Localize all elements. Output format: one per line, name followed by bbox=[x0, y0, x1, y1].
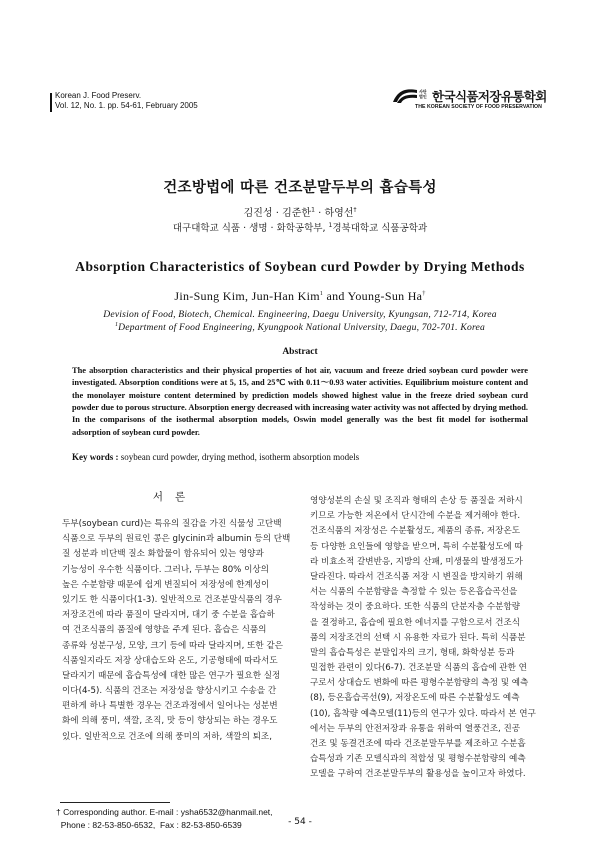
journal-volume: Vol. 12, No. 1. pp. 54-61, February 2005 bbox=[55, 101, 198, 110]
keywords bbox=[72, 452, 532, 462]
body-line: 여 건조식품의 품질에 영향을 주게 된다. 흡습은 식품의 bbox=[62, 625, 267, 636]
page-number: - 54 - bbox=[288, 817, 312, 827]
body-line: 질 성분과 비단백 질소 화합물이 함유되어 있는 영양과 bbox=[62, 549, 264, 560]
affiliation-en-1: Devision of Food, Biotech, Chemical. Engineering, Daegu University, Kyungsan, 712-714, Korea bbox=[103, 309, 497, 320]
body-line: 식품으로 두부의 원료인 콩은 glycinin과 albumin 등의 단백 bbox=[62, 534, 291, 545]
body-line: 이다(4-5). 식품의 건조는 저장성을 향상시키고 수송을 간 bbox=[62, 686, 277, 697]
society-logo-block bbox=[392, 88, 552, 112]
abstract-text: The absorption characteristics and their physical properties of hot air, vacuum and freeze dried soybean curd powder were investigated. Absorption conditions were at 5, 15, and 25℃ with 0.11～0.93 water activities. Equilibrium moisture content and the monolayer moisture content determined by prediction models showed highest value in the freeze dried soybean curd powder due to porous structure. Absorption energy decreased with increasing water activity was not affected by drying method. In the comparisons of the isothermal absorption models, Oswin model generally was the best fit model for isothermal adsorption of soybean curd powder. bbox=[72, 366, 528, 437]
author-en-3: and Young-Sun Ha bbox=[323, 289, 423, 303]
affiliation-mark: 1 bbox=[328, 221, 333, 229]
footnote-line-2: Phone : 82-53-850-6532, Fax : 82-53-850-6539 bbox=[56, 820, 242, 830]
body-line: 품의 저장조건의 선택 시 유용한 자료가 된다. 특히 식품분 bbox=[310, 632, 526, 643]
author-ko-1: 김진성 bbox=[243, 208, 273, 219]
society-name-en: THE KOREAN SOCIETY OF FOOD PRESERVATION bbox=[415, 104, 542, 110]
body-line: 키므로 가능한 저온에서 단시간에 수분을 제거해야 한다. bbox=[310, 511, 521, 522]
body-line: 에서는 두부의 안전저장과 유통을 위하여 열풍건조, 진공 bbox=[310, 723, 521, 734]
body-line: 말의 흡습특성은 분말입자의 크기, 형태, 화학성분 등과 bbox=[310, 647, 515, 658]
paper-title-en: Absorption Characteristics of Soybean curd Powder by Drying Methods bbox=[75, 259, 525, 274]
corresponding-mark: † bbox=[353, 206, 357, 214]
header-rule bbox=[50, 93, 52, 112]
authors-ko bbox=[0, 204, 600, 219]
author-ko-2: 김준한 bbox=[282, 208, 312, 219]
journal-name: Korean J. Food Preserv. bbox=[55, 91, 142, 100]
body-line: 달라지기 때문에 흡습특성에 대한 많은 연구가 필요한 실정 bbox=[62, 670, 281, 681]
author-ko-3: 하영선 bbox=[324, 208, 354, 219]
body-line: 라 비효소적 갈변반응, 지방의 산패, 미생물의 발생정도가 bbox=[310, 556, 523, 567]
body-line: 기능성이 우수한 식품이다. 그러나, 두부는 80% 이상의 bbox=[62, 564, 269, 575]
authors-en bbox=[0, 289, 600, 304]
society-name-ko: 한국식품저장유통학회 bbox=[432, 89, 547, 104]
body-line: 을 결정하고, 흡습에 필요한 에너지를 구함으로서 건조식 bbox=[310, 617, 521, 628]
keywords-label: Key words : bbox=[72, 452, 119, 462]
body-line: 두부(soybean curd)는 특유의 질감을 가진 식물성 고단백 bbox=[62, 519, 282, 529]
body-line: 편하게 하나 특별한 경우는 건조과정에서 일어나는 성분변 bbox=[62, 701, 278, 712]
body-line: 습특성과 기존 모델식과의 적합성 및 평형수분함량의 예측 bbox=[310, 754, 526, 765]
affiliation-mark: 1 bbox=[319, 291, 324, 297]
body-line: 모델을 구하여 건조분말두부의 활용성을 높이고자 하였다. bbox=[310, 769, 526, 780]
corresponding-mark: † bbox=[422, 291, 426, 297]
footnote-rule bbox=[60, 802, 170, 803]
body-line: 밀접한 관련이 있다(6-7). 건조분말 식품의 흡습에 관한 연 bbox=[310, 663, 527, 674]
affiliation-ko-1: 대구대학교 식품 · 생명 · 화학공학부, bbox=[172, 223, 329, 234]
author-separator: · bbox=[314, 208, 325, 219]
body-line: (10), 흡착량 예측모델(11)등의 연구가 있다. 따라서 본 연구 bbox=[310, 708, 536, 719]
author-en-1: Jin-Sung Kim, bbox=[174, 289, 252, 303]
body-line: 건조 및 동결건조에 따라 건조분말두부를 제조하고 수분흡 bbox=[310, 739, 526, 749]
affiliation-en-2 bbox=[0, 322, 600, 333]
footnote-line-1: † Corresponding author. E-mail : ysha6532@hanmail.net, bbox=[56, 807, 273, 817]
body-line: 작성하는 것이 중요하다. 또한 식품의 단분자층 수분함량 bbox=[310, 602, 521, 613]
body-line: 건조식품의 저장성은 수분활성도, 제품의 종류, 저장온도 bbox=[310, 526, 521, 537]
society-emblem-icon bbox=[392, 88, 418, 104]
affiliation-mark: 1 bbox=[311, 206, 315, 214]
body-line: 높은 수분함량 때문에 쉽게 변질되어 저장성에 한계성이 bbox=[62, 579, 270, 590]
left-column bbox=[62, 517, 294, 745]
body-line: 달라진다. 따라서 건조식품 저장 시 변질을 방지하기 위해 bbox=[310, 571, 523, 582]
body-line: (8), 등온흡습곡선(9), 저장온도에 따른 수분활성도 예측 bbox=[310, 693, 520, 704]
affiliation-en-2-text: Department of Food Engineering, Kyungpook National University, Daegu, 702-701. Korea bbox=[118, 322, 486, 333]
body-line: 있기도 한 식품이다(1-3). 일반적으로 건조분말식품의 경우 bbox=[62, 594, 282, 605]
journal-citation bbox=[55, 91, 198, 111]
body-line: 서는 식품의 수분함량을 측정할 수 있는 등온흡습곡선을 bbox=[310, 587, 518, 598]
paper-title-ko: 건조방법에 따른 건조분말두부의 흡습특성 bbox=[163, 180, 437, 196]
keywords-text: soybean curd powder, drying method, isotherm absorption models bbox=[118, 452, 360, 462]
affiliation-ko bbox=[0, 220, 600, 234]
affiliation-ko-2: 경북대학교 식품공학과 bbox=[332, 223, 428, 234]
body-line: 식품일지라도 저장 상대습도와 온도, 기공형태에 따라서도 bbox=[62, 655, 278, 666]
body-line: 저장조건에 따라 품질이 달라지며, 대기 중 수분을 흡습하 bbox=[62, 610, 275, 621]
body-line: 등 다양한 요인들에 영향을 받으며, 특히 수분활성도에 따 bbox=[310, 541, 523, 552]
abstract-heading: Abstract bbox=[282, 347, 318, 357]
body-line: 있다. 일반적으로 건조에 의해 풍미의 저하, 색깔의 퇴조, bbox=[62, 731, 272, 742]
affiliation-mark: 1 bbox=[114, 321, 119, 328]
body-line: 종류와 성분구성, 모양, 크기 등에 따라 달라지며, 또한 같은 bbox=[62, 640, 283, 651]
society-small-label: 사단 법인 bbox=[419, 89, 427, 99]
author-separator: · bbox=[272, 208, 283, 219]
right-column bbox=[310, 494, 546, 783]
body-line: 구로서 상대습도 변화에 따른 평형수분함량의 측정 및 예측 bbox=[310, 678, 529, 689]
body-line: 영양성분의 손실 및 조직과 형태의 손상 등 품질을 저하시 bbox=[310, 496, 523, 506]
body-line: 화에 의해 풍미, 색깔, 조직, 맛 등이 향상되는 하는 경우도 bbox=[62, 716, 278, 727]
section-heading: 서론 bbox=[152, 491, 198, 503]
author-en-2: Jun-Han Kim bbox=[251, 289, 320, 303]
